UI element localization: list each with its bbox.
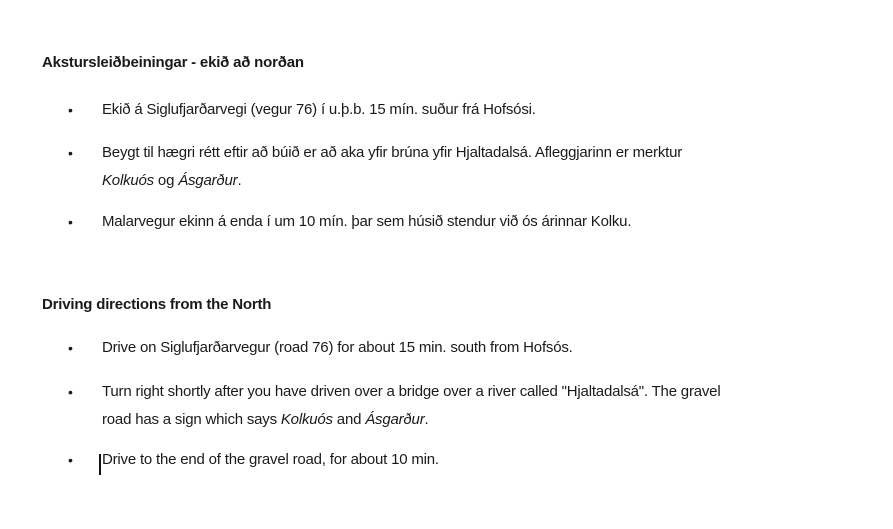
bullet-text-line-2[interactable]: [102, 406, 880, 434]
bullet-item-en-3[interactable]: [40, 446, 880, 474]
period-text: .: [424, 411, 429, 428]
bullet-icon: •: [68, 145, 73, 161]
bullet-text-content: Drive to the end of the gravel road, for about 10 min.: [102, 451, 439, 468]
bullet-icon: •: [68, 102, 73, 118]
conjunction-text: og: [153, 172, 179, 189]
bullet-text[interactable]: Drive on Siglufjarðarvegur (road 76) for about 15 min. south from Hofsós.: [102, 339, 573, 356]
bullet-item-is-2[interactable]: [40, 139, 880, 195]
bullet-item-en-2[interactable]: [40, 378, 880, 434]
heading-english-directions[interactable]: Driving directions from the North: [42, 296, 272, 313]
bullet-text-line-1[interactable]: Turn right shortly after you have driven over a bridge over a river called "Hjaltadalsá". The gravel: [102, 383, 721, 400]
bullet-text[interactable]: [102, 451, 439, 468]
bullet-icon: •: [68, 340, 73, 356]
bullet-item-is-3[interactable]: [40, 208, 880, 236]
bullet-icon: •: [68, 452, 73, 468]
place-name-italic: Kolkuós: [102, 172, 154, 189]
period-text: .: [237, 172, 242, 189]
lead-text: road has a sign which says: [102, 411, 281, 428]
bullet-text-line-1[interactable]: Beygt til hægri rétt eftir að búið er að aka yfir brúna yfir Hjaltadalsá. Afleggjarinn er merktur: [102, 144, 683, 161]
bullet-icon: •: [68, 384, 73, 400]
bullet-icon: •: [68, 214, 73, 230]
text-cursor-caret: [99, 454, 101, 475]
bullet-item-en-1[interactable]: [40, 334, 880, 362]
place-name-italic: Kolkuós: [280, 411, 333, 428]
bullet-item-is-1[interactable]: [40, 96, 880, 124]
bullet-text[interactable]: Malarvegur ekinn á enda í um 10 mín. þar sem húsið stendur við ós árinnar Kolku.: [102, 213, 632, 230]
bullet-text[interactable]: Ekið á Siglufjarðarvegi (vegur 76) í u.þ.b. 15 mín. suður frá Hofsósi.: [102, 101, 536, 118]
place-name-italic: Ásgarður: [365, 411, 425, 428]
conjunction-text: and: [332, 411, 366, 428]
bullet-text-line-2[interactable]: [102, 167, 880, 195]
place-name-italic: Ásgarður: [178, 172, 238, 189]
heading-icelandic-directions[interactable]: Akstursleiðbeiningar - ekið að norðan: [42, 54, 304, 71]
